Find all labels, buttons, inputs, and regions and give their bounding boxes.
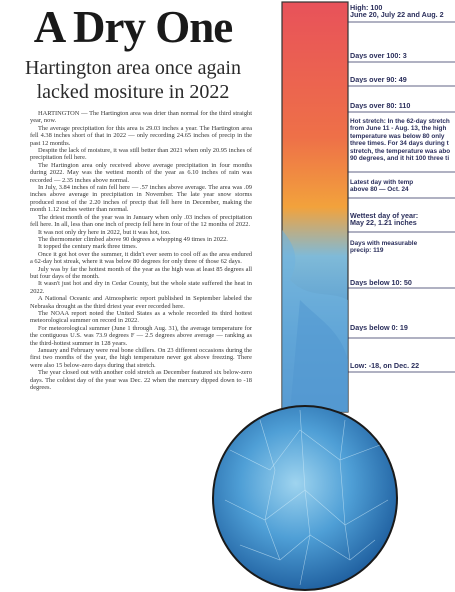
callout-line: May 22, 1.21 inches <box>350 218 417 227</box>
callout-line: three times. For 34 days during t <box>350 140 449 148</box>
callout-line: High: 100 <box>350 4 383 12</box>
callout-line: Days with measurable <box>350 240 418 247</box>
article-paragraph: For meteorological summer (June 1 through Aug. 31), the average temperature for the contiguous U.S. was 73.9 degrees F — 2.5 degrees above average — ranking as the third-hottest summer in 128 years. <box>30 324 252 347</box>
article-paragraph: The NOAA report noted the United States as a whole recorded its third hottest meteorological summer on record in 2022. <box>30 309 252 325</box>
article-paragraph: July was by far the hottest month of the year as the high was at least 85 degrees all but four days of the month. <box>30 265 252 280</box>
callout-high <box>350 4 455 19</box>
subhead: Hartington area once again lacked mositure in 2022 <box>24 57 241 103</box>
article-paragraph: Once it got hot over the summer, it didn't ever seem to cool off as the area endured a 62-day hot streak, where it was below 80 degrees for only three of those 62 days. <box>30 250 252 266</box>
callout-hot-stretch <box>350 118 455 162</box>
article-paragraph: It topped the century mark three times. <box>38 243 138 251</box>
callout-measurable-precip <box>350 240 455 255</box>
callout-line: above 80 — Oct. 24 <box>350 186 409 194</box>
callout-line: temperature was below 80 only <box>350 132 445 140</box>
callout-line: June 20, July 22 and Aug. 2 <box>350 10 444 19</box>
article-paragraph: The driest month of the year was in January when only .03 inches of precipitation fell here. In all, less than one inch of precip fell here in four of the 12 months of 2022. <box>30 213 252 229</box>
article-paragraph: The Hartington area only received above average precipitation in four months during 2022. May was the wettest month of the year as 6.10 inches of rain was recorded — 2.35 inches above normal. <box>30 161 252 184</box>
callout-line: Wettest day of year: <box>350 212 419 220</box>
callout-line: Latest day with temp <box>350 179 414 186</box>
callout-line: precip: 119 <box>350 247 384 255</box>
callout-days-below-0: Days below 0: 19 <box>350 324 408 332</box>
callout-wettest-day <box>350 212 455 227</box>
callout-days-over-100: Days over 100: 3 <box>350 52 407 60</box>
callout-line: Hot stretch: In the 62-day stretch <box>350 118 450 125</box>
article-paragraph: January and February were real bone chillers. On 23 different occasions during the first two months of the year, the high temperature never got above freezing. There were also 15 below-zero days during that stretch. <box>30 347 252 369</box>
article-paragraph: The thermometer climbed above 90 degrees a whopping 49 times in 2022. <box>38 235 228 243</box>
article-paragraph: It wasn't just hot and dry in Cedar County, but the whole state suffered the heat in 2022. <box>30 280 252 295</box>
article-paragraph: The average precipitation for this area is 29.03 inches a year. The Hartington area fell 4.38 inches short of that in 2022 — only recording 24.65 inches of precip in the past 12 months. <box>30 124 252 147</box>
callout-line: 90 degrees, and it hit 100 three ti <box>350 155 450 163</box>
callout-low: Low: -18, on Dec. 22 <box>350 362 420 370</box>
callout-latest-80 <box>350 179 455 194</box>
article-paragraph: Despite the lack of moisture, it was still better than 2021 when only 20.95 inches of precipitation fell here. <box>30 147 252 162</box>
article-paragraph: A National Oceanic and Atmospheric report published in September labeled the Nebraska drought as the third driest year ever recorded here. <box>30 295 252 310</box>
article-paragraph: It was not only dry here in 2022, but it was hot, too. <box>38 228 171 236</box>
callout-days-over-90: Days over 90: 49 <box>350 76 407 84</box>
callout-dividers <box>348 22 455 372</box>
callout-line: from June 11 - Aug. 13, the high <box>350 125 447 133</box>
article-paragraph: In July, 3.84 inches of rain fell here — .57 inches above average. The area was .09 inches above average in precipitation in November. The late year snow storms produced most of the 2.20 inches of precip that fell here in December, making the month 1.12 inches wetter than normal. <box>30 184 252 214</box>
article-paragraph: HARTINGTON — The Hartington area was drier than normal for the third straight year, now. <box>30 110 252 125</box>
callout-line: stretch, the temperature was abo <box>350 147 451 155</box>
callout-days-below-10: Days below 10: 50 <box>350 279 412 287</box>
article-paragraph: The year closed out with another cold stretch as December featured six below-zero days. The coldest day of the year was Dec. 22 when the mercury dipped down to -18 degrees. <box>30 369 252 392</box>
callout-days-over-80: Days over 80: 110 <box>350 102 411 110</box>
headline: A Dry One <box>33 2 233 52</box>
